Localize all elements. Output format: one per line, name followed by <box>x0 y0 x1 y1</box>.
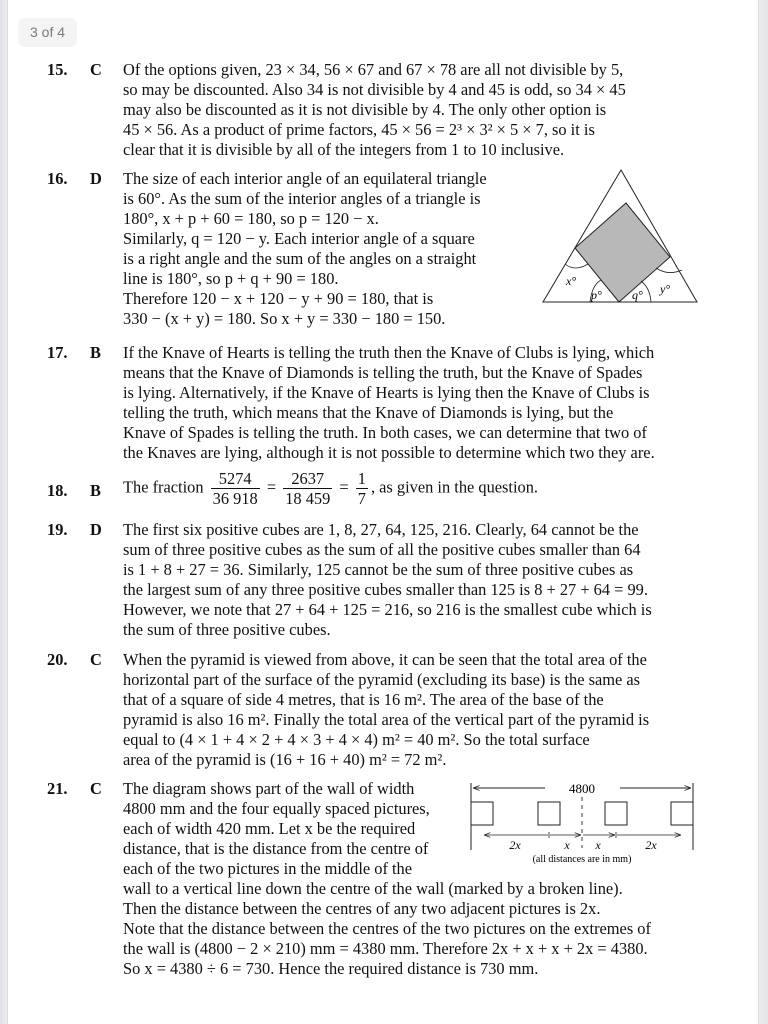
wall-width-label: 4800 <box>569 781 595 796</box>
text-line: Knave of Spades is telling the truth. In both cases, we can determine that two of <box>123 423 647 442</box>
fraction-3 <box>356 469 368 508</box>
equals-sign: = <box>339 477 349 497</box>
segment-label: x <box>564 838 570 852</box>
solution-text <box>123 169 487 329</box>
text-line: is 60°. As the sum of the interior angles of a triangle is <box>123 189 481 208</box>
text-line: distance, that is the distance from the centre of <box>123 839 429 858</box>
triangle-square-diagram <box>530 160 710 310</box>
segment-label: 2x <box>509 838 521 852</box>
numerator: 2637 <box>283 469 332 489</box>
segment-label: 2x <box>645 838 657 852</box>
answer-letter: B <box>90 343 101 362</box>
question-number: 17. <box>47 343 68 362</box>
question-number: 19. <box>47 520 68 539</box>
numerator: 5274 <box>211 469 260 489</box>
text-line: wall to a vertical line down the centre of the wall (marked by a broken line). <box>123 879 623 898</box>
text-line: area of the pyramid is (16 + 16 + 40) m² = 72 m². <box>123 750 447 769</box>
denominator: 7 <box>357 489 366 508</box>
text-line: The size of each interior angle of an equilateral triangle <box>123 169 487 188</box>
text-line: telling the truth, which means that the Knave of Diamonds is lying, but the <box>123 403 614 422</box>
text-line: 330 − (x + y) = 180. So x + y = 330 − 180 = 150. <box>123 309 446 328</box>
text-line: clear that it is divisible by all of the integers from 1 to 10 inclusive. <box>123 140 565 159</box>
text-line: horizontal part of the surface of the pyramid (excluding its base) is the same as <box>123 670 641 689</box>
text-line: The diagram shows part of the wall of width <box>123 779 415 798</box>
text-line: If the Knave of Hearts is telling the truth then the Knave of Clubs is lying, which <box>123 343 655 362</box>
angle-label-q: q° <box>632 288 643 302</box>
angle-label-x: x° <box>566 274 577 288</box>
solution-text <box>123 343 655 463</box>
text-line: Then the distance between the centres of any two adjacent pictures is 2x. <box>123 899 601 918</box>
diagram-caption: (all distances are in mm) <box>532 854 632 865</box>
question-number: 15. <box>47 60 68 79</box>
text-line: So x = 4380 ÷ 6 = 730. Hence the required distance is 730 mm. <box>123 959 539 978</box>
text-line: so may be discounted. Also 34 is not divisible by 4 and 45 is odd, so 34 × 45 <box>123 80 626 99</box>
text-prefix: The fraction <box>123 477 204 497</box>
answer-letter: D <box>90 169 102 188</box>
solution-text <box>123 520 652 640</box>
question-number: 20. <box>47 650 68 669</box>
question-number: 18. <box>47 481 68 500</box>
text-line: that of a square of side 4 metres, that is 16 m². The area of the base of the <box>123 690 604 709</box>
fraction-1 <box>211 469 260 508</box>
text-line: is 1 + 8 + 27 = 36. Similarly, 125 cannot be the sum of three positive cubes as <box>123 560 634 579</box>
question-number: 16. <box>47 169 68 188</box>
solution-text <box>123 60 626 160</box>
text-line: The first six positive cubes are 1, 8, 27, 64, 125, 216. Clearly, 64 cannot be the <box>123 520 639 539</box>
text-line: is a right angle and the sum of the angles on a straight <box>123 249 477 268</box>
text-line: pyramid is also 16 m². Finally the total area of the vertical part of the pyramid is <box>123 710 650 729</box>
text-line: each of the two pictures in the middle of the <box>123 859 413 878</box>
equals-sign: = <box>266 477 277 497</box>
numerator: 1 <box>357 469 366 488</box>
text-suffix: , as given in the question. <box>370 477 539 497</box>
answer-letter: D <box>90 520 102 539</box>
question-number: 21. <box>47 779 68 798</box>
text-line: 45 × 56. As a product of prime factors, 45 × 56 = 2³ × 3² × 5 × 7, so it is <box>123 120 595 139</box>
text-line: may also be discounted as it is not divisible by 4. The only other option is <box>123 100 607 119</box>
text-line: the Knaves are lying, although it is not possible to determine which two they are. <box>123 443 655 462</box>
text-line: is lying. Alternatively, if the Knave of Hearts is lying then the Knave of Clubs is <box>123 383 650 402</box>
text-line: the sum of three positive cubes. <box>123 620 331 639</box>
answer-letter: B <box>90 481 101 500</box>
denominator: 36 918 <box>212 489 258 508</box>
text-line: means that the Knave of Diamonds is telling the truth, but the Knave of Spades <box>123 363 643 382</box>
answer-letter: C <box>90 650 102 669</box>
answer-letter: C <box>90 60 102 79</box>
text-line: However, we note that 27 + 64 + 125 = 216, so 216 is the smallest cube which is <box>123 600 652 619</box>
fraction-2 <box>283 469 332 508</box>
angle-label-p: p° <box>591 288 602 302</box>
viewer-left-edge <box>0 0 8 1024</box>
text-line: 180°, x + p + 60 = 180, so p = 120 − x. <box>123 209 379 228</box>
text-line: Note that the distance between the centres of the two pictures on the extremes of <box>123 919 651 938</box>
page-indicator: 3 of 4 <box>18 18 77 47</box>
text-line: each of width 420 mm. Let x be the required <box>123 819 416 838</box>
text-line: Of the options given, 23 × 34, 56 × 67 and 67 × 78 are all not divisible by 5, <box>123 60 624 79</box>
answer-letter: C <box>90 779 102 798</box>
text-line: When the pyramid is viewed from above, it can be seen that the total area of the <box>123 650 647 669</box>
solution-text <box>123 650 649 770</box>
solution-text <box>123 469 538 508</box>
text-line: the wall is (4800 − 2 × 210) mm = 4380 mm. Therefore 2x + x + x + 2x = 4380. <box>123 939 648 958</box>
text-line: line is 180°, so p + q + 90 = 180. <box>123 269 339 288</box>
denominator: 18 459 <box>285 489 331 508</box>
angle-label-y: y° <box>660 282 671 296</box>
text-line: equal to (4 × 1 + 4 × 2 + 4 × 3 + 4 × 4) m² = 40 m². So the total surface <box>123 730 590 749</box>
wall-pictures-diagram <box>465 775 705 870</box>
segment-label: x <box>595 838 601 852</box>
text-line: 4800 mm and the four equally spaced pictures, <box>123 799 430 818</box>
text-line: sum of three positive cubes as the sum of all the positive cubes smaller than 64 <box>123 540 641 559</box>
text-line: the largest sum of any three positive cubes smaller than 125 is 8 + 27 + 64 = 99. <box>123 580 648 599</box>
viewer-scrollbar[interactable] <box>758 0 768 1024</box>
text-line: Similarly, q = 120 − y. Each interior angle of a square <box>123 229 475 248</box>
text-line: Therefore 120 − x + 120 − y + 90 = 180, that is <box>123 289 434 308</box>
